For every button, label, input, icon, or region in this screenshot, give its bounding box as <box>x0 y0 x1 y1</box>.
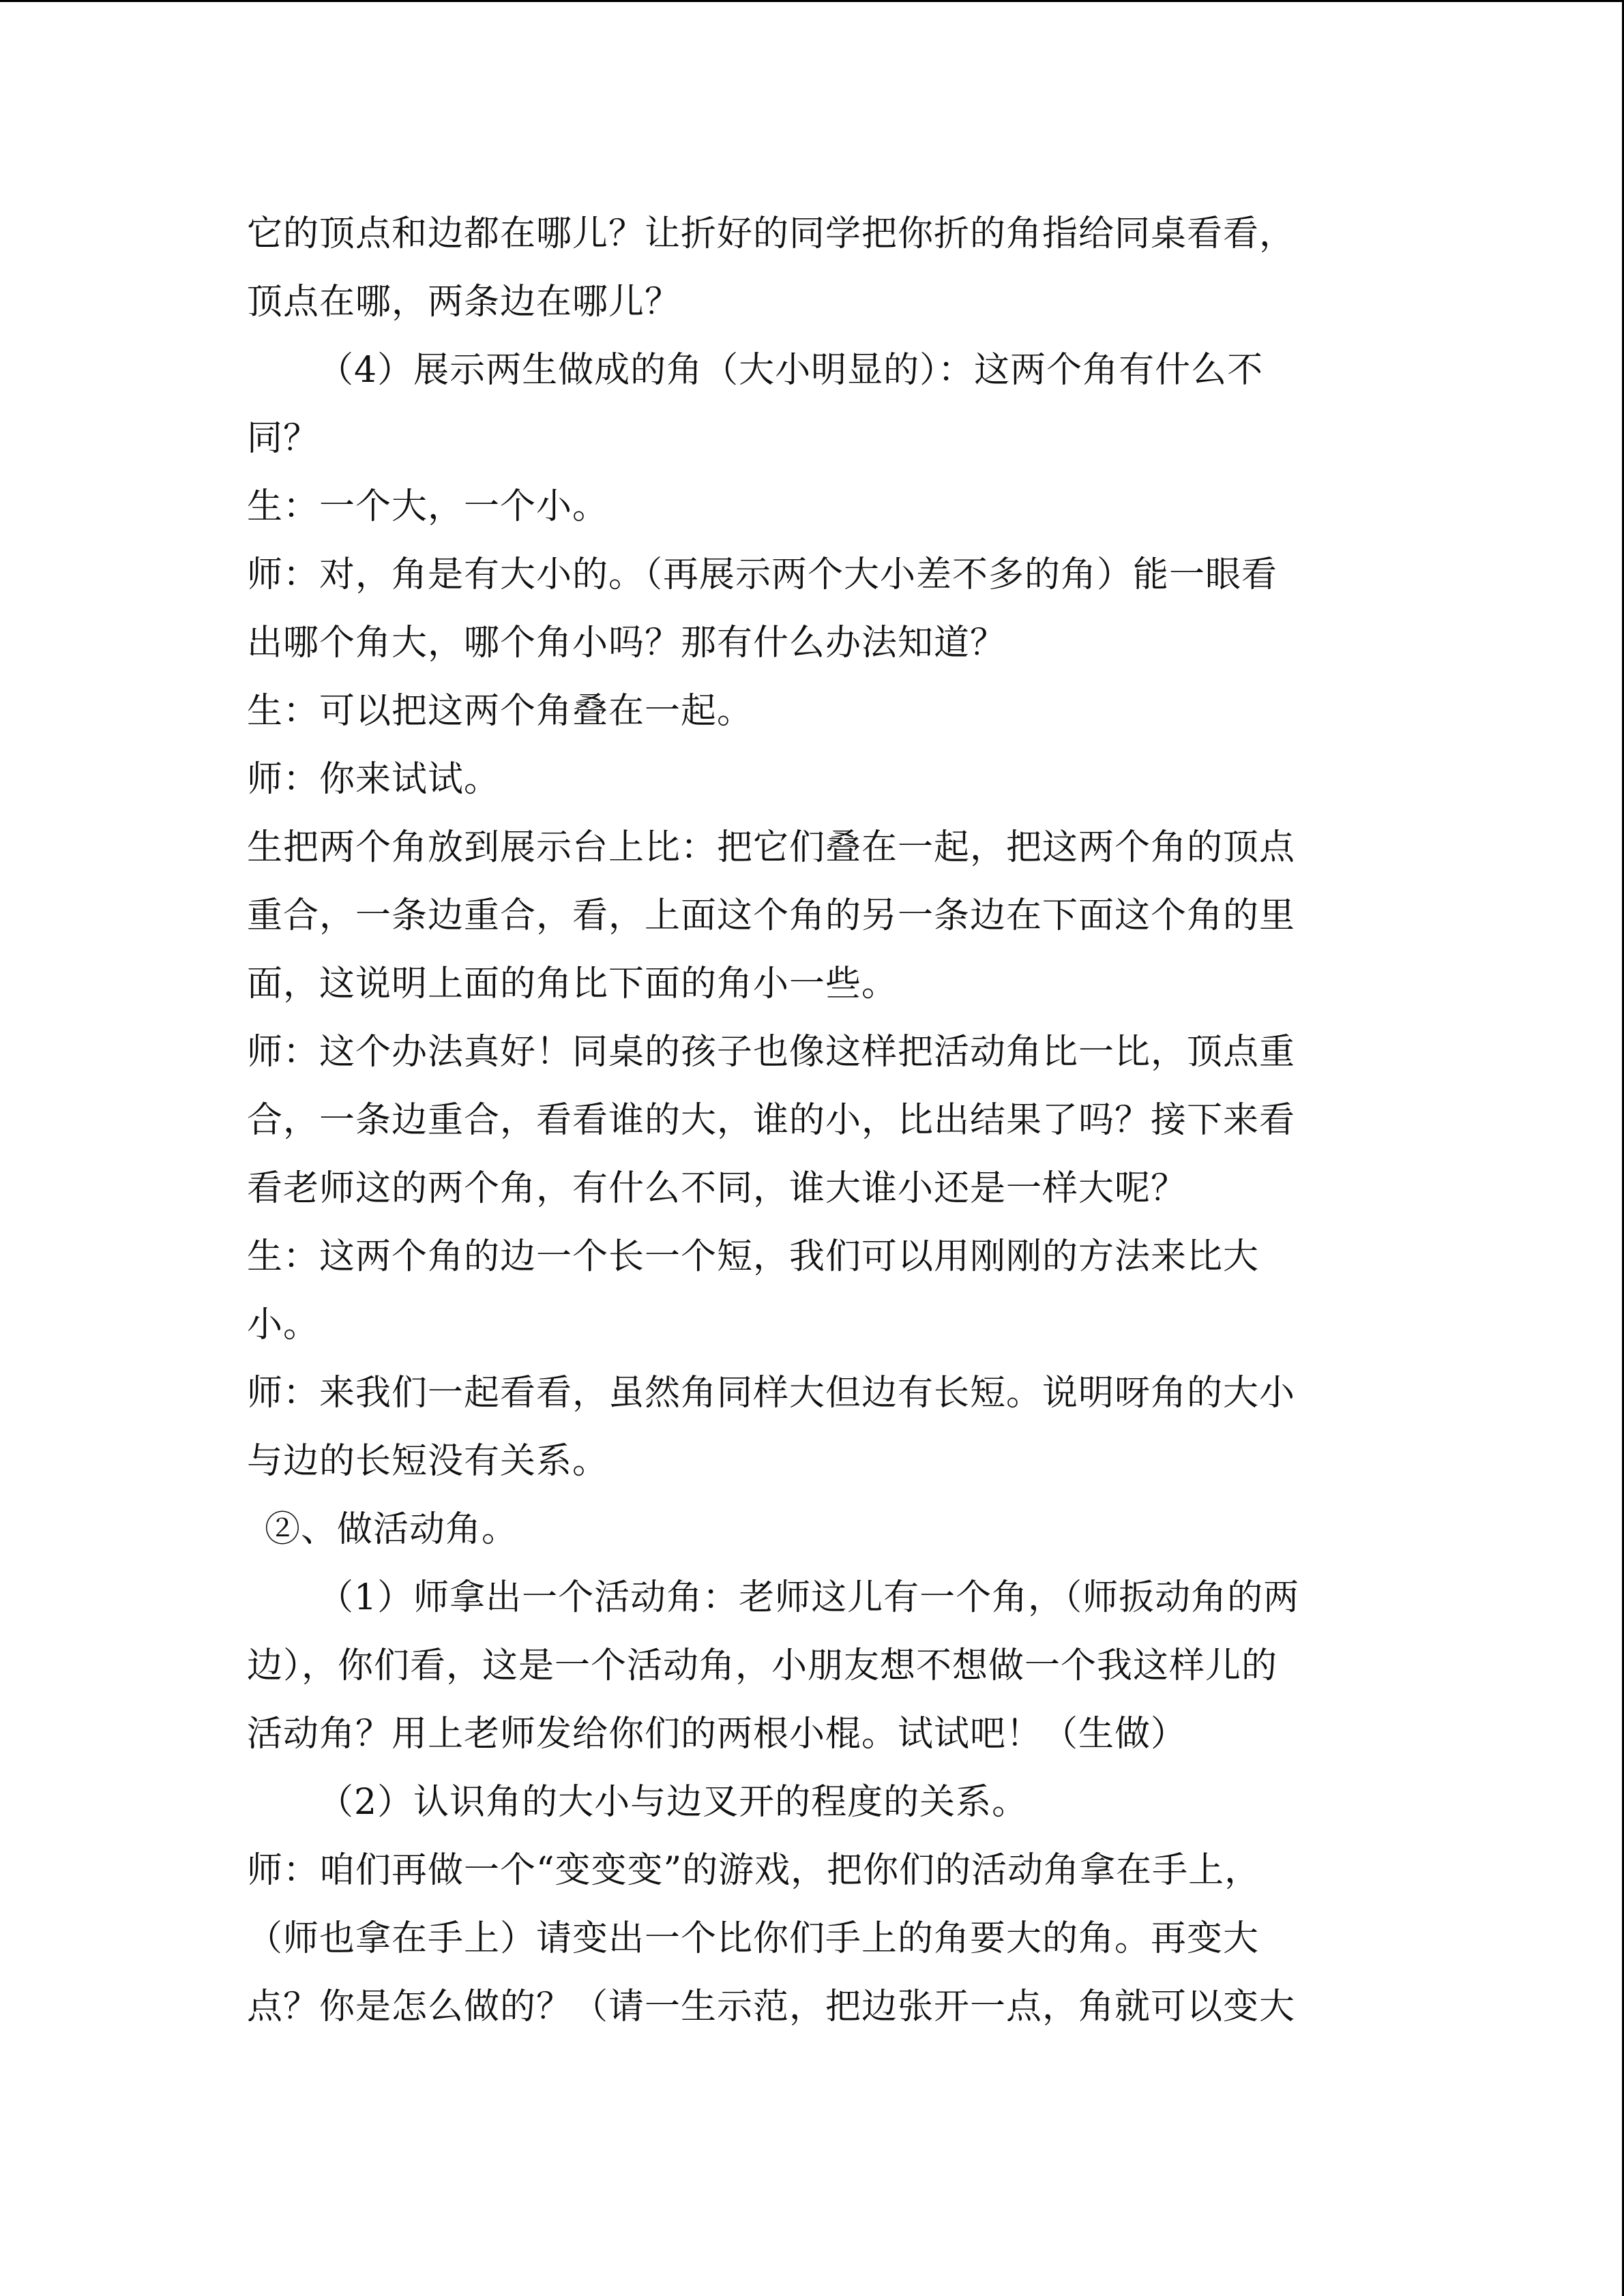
text-line: （师也拿在手上）请变出一个比你们手上的角要大的角。再变大 <box>247 1918 1260 1959</box>
text-line: 合，一条边重合，看看谁的大，谁的小，比出结果了吗？接下来看 <box>247 1100 1296 1141</box>
text-line: 顶点在哪，两条边在哪儿？ <box>247 282 681 323</box>
text-line: 边），你们看，这是一个活动角，小朋友想不想做一个我这样儿的 <box>247 1645 1278 1686</box>
text-line: （4）展示两生做成的角（大小明显的）：这两个角有什么不 <box>318 350 1264 391</box>
section-heading: ②、做活动角。 <box>265 1509 518 1550</box>
text-line: 生把两个角放到展示台上比：把它们叠在一起，把这两个角的顶点 <box>247 827 1296 868</box>
text-line: 看老师这的两个角，有什么不同，谁大谁小还是一样大呢？ <box>247 1168 1187 1209</box>
text-line: 点？你是怎么做的？（请一生示范，把边张开一点，角就可以变大 <box>247 1986 1296 2027</box>
text-line: 重合，一条边重合，看，上面这个角的另一条边在下面这个角的里 <box>247 895 1296 936</box>
text-line: 同？ <box>247 418 320 459</box>
text-line: （1）师拿出一个活动角：老师这儿有一个角，（师扳动角的两 <box>318 1577 1300 1618</box>
text-line: 师：你来试试。 <box>247 759 501 800</box>
text-line: （2）认识角的大小与边叉开的程度的关系。 <box>318 1782 1029 1823</box>
document-body <box>247 200 1365 2041</box>
text-line: 小。 <box>247 1304 320 1345</box>
text-line: 师：咱们再做一个“变变变”的游戏，把你们的活动角拿在手上， <box>247 1850 1261 1891</box>
text-line: 生：可以把这两个角叠在一起。 <box>247 691 754 732</box>
text-line: 师：对，角是有大小的。（再展示两个大小差不多的角）能一眼看 <box>247 554 1278 595</box>
text-line: 与边的长短没有关系。 <box>247 1441 609 1482</box>
text-line: 出哪个角大，哪个角小吗？那有什么办法知道？ <box>247 623 1007 664</box>
text-line: 它的顶点和边都在哪儿？让折好的同学把你折的角指给同桌看看， <box>247 213 1296 254</box>
text-line: 师：来我们一起看看，虽然角同样大但边有长短。说明呀角的大小 <box>247 1373 1296 1414</box>
text-line: 师：这个办法真好！同桌的孩子也像这样把活动角比一比，顶点重 <box>247 1032 1296 1073</box>
text-line: 活动角？用上老师发给你们的两根小棍。试试吧！（生做） <box>247 1714 1187 1755</box>
text-line: 生：这两个角的边一个长一个短，我们可以用刚刚的方法来比大 <box>247 1236 1260 1277</box>
text-line: 生：一个大，一个小。 <box>247 486 609 527</box>
text-line: 面，这说明上面的角比下面的角小一些。 <box>247 964 898 1004</box>
